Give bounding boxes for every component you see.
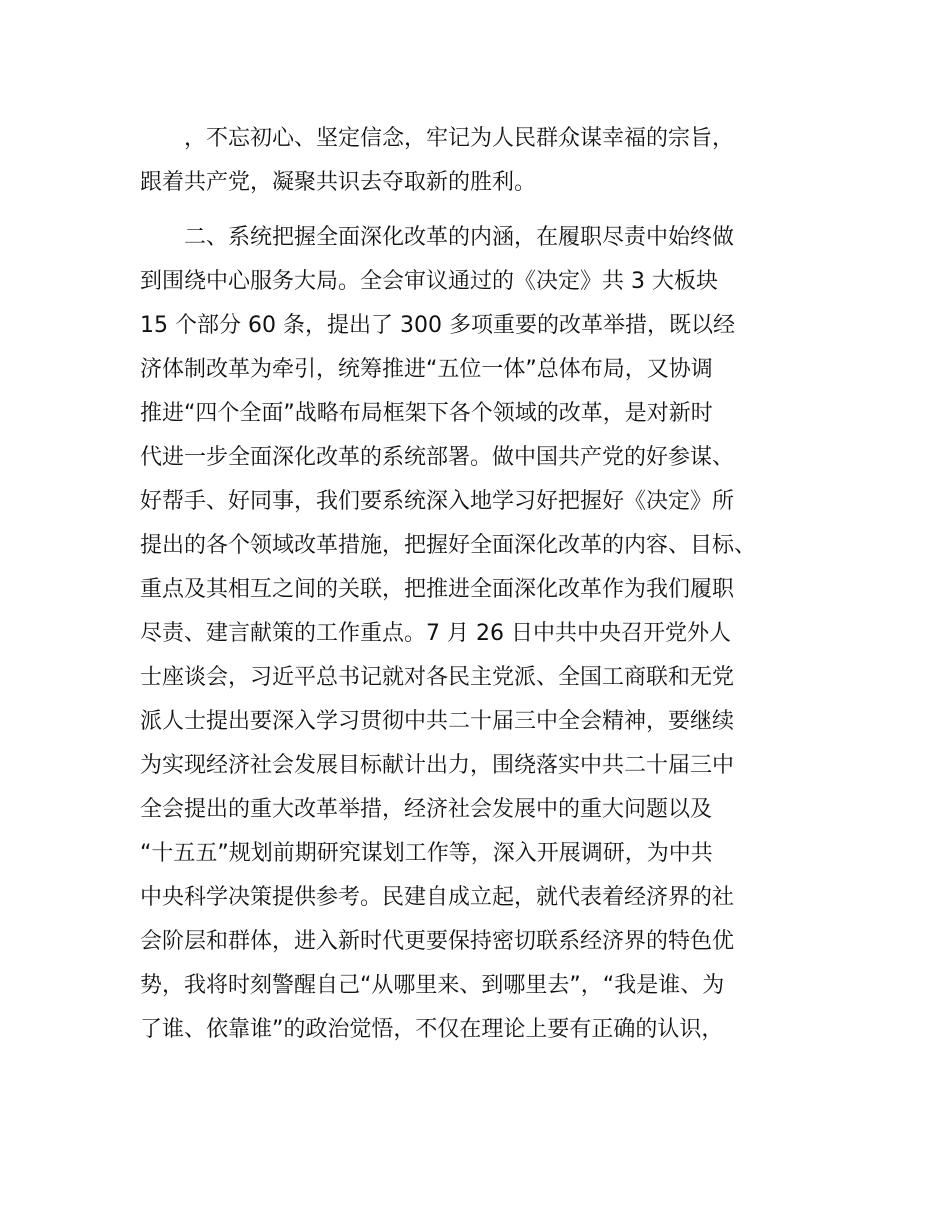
text-line: 尽责、建言献策的工作重点。7 月 26 日中共中央召开党外人 [140, 621, 731, 646]
text-line: 重点及其相互之间的关联，把推进全面深化改革作为我们履职 [140, 577, 735, 602]
text-line: 好帮手、好同事，我们要系统深入地学习好把握好《决定》所 [140, 489, 735, 514]
text-line: 派人士提出要深入学习贯彻中共二十届三中全会精神，要继续 [140, 709, 735, 734]
text-line: 提出的各个领域改革措施，把握好全面深化改革的内容、目标、 [140, 533, 757, 558]
text-line: 士座谈会，习近平总书记就对各民主党派、全国工商联和无党 [140, 665, 735, 690]
text-line: 为实现经济社会发展目标献计出力，围绕落实中共二十届三中 [140, 753, 735, 778]
text-line: 会阶层和群体，进入新时代更要保持密切联系经济界的特色优 [140, 929, 735, 954]
text-line: 二、系统把握全面深化改革的内涵，在履职尽责中始终做 [140, 225, 735, 250]
text-line: 济体制改革为牵引，统筹推进“五位一体”总体布局，又协调 [140, 357, 713, 382]
text-line: 到围绕中心服务大局。全会审议通过的《决定》共 3 大板块 [140, 269, 718, 294]
body-text [140, 117, 830, 1052]
text-line: ，不忘初心、坚定信念，牢记为人民群众谋幸福的宗旨， [140, 126, 735, 151]
text-line: 跟着共产党，凝聚共识去夺取新的胜利。 [140, 170, 537, 195]
paragraph-spacer [140, 205, 830, 216]
text-line: 全会提出的重大改革举措，经济社会发展中的重大问题以及 [140, 797, 713, 822]
text-line: 势，我将时刻警醒自己“从哪里来、到哪里去”，“我是谁、为 [140, 973, 725, 998]
text-line: 15 个部分 60 条，提出了 300 多项重要的改革举措，既以经 [140, 313, 735, 338]
text-line: 推进“四个全面”战略布局框架下各个领域的改革，是对新时 [140, 401, 713, 426]
text-line: 代进一步全面深化改革的系统部署。做中国共产党的好参谋、 [140, 445, 735, 470]
paragraph-2 [140, 216, 830, 1052]
text-line: 中央科学决策提供参考。民建自成立起，就代表着经济界的社 [140, 885, 735, 910]
paragraph-1 [140, 117, 830, 205]
text-line: 了谁、依靠谁”的政治觉悟，不仅在理论上要有正确的认识， [140, 1017, 724, 1042]
text-line: “十五五”规划前期研究谋划工作等，深入开展调研，为中共 [140, 841, 713, 866]
